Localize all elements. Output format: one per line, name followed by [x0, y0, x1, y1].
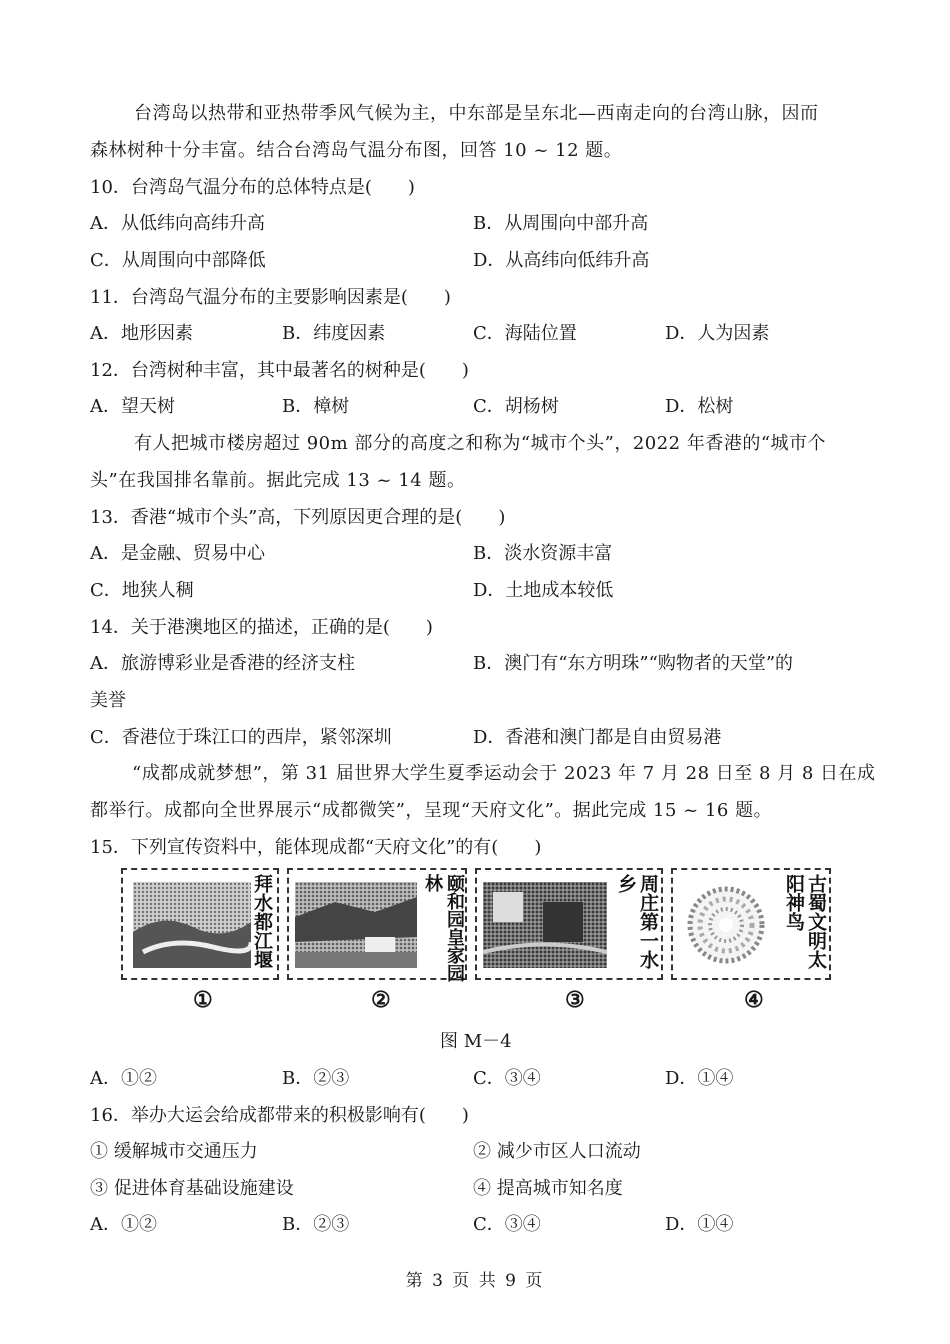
q13-option-a: A．是金融、贸易中心 [90, 543, 265, 564]
q11-stem: 11．台湾岛气温分布的主要影响因素是( ) [90, 287, 451, 308]
q16-statement-1: ① 缓解城市交通压力 [90, 1141, 258, 1162]
intro-13-14-line2: 头”在我国排名靠前。据此完成 13 ~ 14 题。 [90, 470, 466, 491]
intro-10-12-line1: 台湾岛以热带和亚热带季风气候为主，中东部是呈东北—西南走向的台湾山脉，因而 [134, 103, 819, 124]
q16-stem: 16．举办大运会给成都带来的积极影响有( ) [90, 1105, 469, 1126]
q16-statement-3: ③ 促进体育基础设施建设 [90, 1178, 294, 1199]
q15-option-b: B．②③ [282, 1068, 350, 1089]
q13-option-d: D．土地成本较低 [473, 580, 614, 601]
q14-option-a: A．旅游博彩业是香港的经济支柱 [90, 653, 355, 674]
q10-stem: 10．台湾岛气温分布的总体特点是( ) [90, 177, 415, 198]
zhouzhuang-photo [483, 882, 607, 968]
panel-3-number: ③ [565, 987, 585, 1013]
q12-option-c: C．胡杨树 [473, 396, 559, 417]
q12-option-a: A．望天树 [90, 396, 175, 417]
q11-option-d: D．人为因素 [665, 323, 770, 344]
dujiangyan-photo [133, 882, 251, 968]
q15-stem: 15．下列宣传资料中，能体现成都“天府文化”的有( ) [90, 837, 542, 858]
sun-bird-emblem [681, 882, 771, 968]
panel-2-text: 颐和园皇家园林 [422, 874, 465, 982]
q14-option-c: C．香港位于珠江口的西岸，紧邻深圳 [90, 727, 392, 748]
q11-option-b: B．纬度因素 [282, 323, 386, 344]
panel-3-text: 周庄第一水乡 [615, 874, 659, 969]
q16-option-b: B．②③ [282, 1214, 350, 1235]
q13-option-c: C．地狭人稠 [90, 580, 194, 601]
q13-stem: 13．香港“城市个头”高，下列原因更合理的是( ) [90, 507, 506, 528]
q16-option-c: C．③④ [473, 1214, 541, 1235]
q15-option-a: A．①② [90, 1068, 157, 1089]
q10-option-d: D．从高纬向低纬升高 [473, 250, 650, 271]
summer-palace-photo [295, 882, 417, 968]
q14-option-b: B．澳门有“东方明珠”“购物者的天堂”的 [473, 653, 794, 674]
figure-panel-3 [475, 868, 663, 980]
q11-option-a: A．地形因素 [90, 323, 193, 344]
q15-option-c: C．③④ [473, 1068, 541, 1089]
intro-10-12-line2: 森林树种十分丰富。结合台湾岛气温分布图，回答 10 ~ 12 题。 [90, 140, 623, 161]
q11-option-c: C．海陆位置 [473, 323, 577, 344]
intro-15-16-line2: 都举行。成都向全世界展示“成都微笑”，呈现“天府文化”。据此完成 15 ~ 16 题。 [90, 800, 773, 821]
figure-panel-4 [671, 868, 831, 980]
q14-stem: 14．关于港澳地区的描述，正确的是( ) [90, 617, 433, 638]
intro-13-14-line1: 有人把城市楼房超过 90m 部分的高度之和称为“城市个头”，2022 年香港的“城市个 [134, 433, 827, 454]
q12-option-d: D．松树 [665, 396, 734, 417]
figure-panel-2 [287, 868, 467, 980]
q16-option-d: D．①④ [665, 1214, 734, 1235]
page-footer: 第 3 页 共 9 页 [405, 1271, 545, 1291]
q13-option-b: B．淡水资源丰富 [473, 543, 613, 564]
panel-2-number: ② [371, 987, 391, 1013]
q12-option-b: B．樟树 [282, 396, 350, 417]
q16-option-a: A．①② [90, 1214, 157, 1235]
panel-1-text: 拜水都江堰 [251, 874, 273, 969]
panel-4-text: 古蜀文明太阳神鸟 [783, 874, 827, 969]
intro-15-16-line1: “成都成就梦想”，第 31 届世界大学生夏季运动会于 2023 年 7 月 28 日至 8 月 8 日在成 [132, 763, 876, 784]
q14-option-d: D．香港和澳门都是自由贸易港 [473, 727, 722, 748]
figure-caption: 图 M－4 [440, 1031, 512, 1052]
q10-option-c: C．从周围向中部降低 [90, 250, 266, 271]
q10-option-b: B．从周围向中部升高 [473, 213, 649, 234]
panel-1-number: ① [193, 987, 213, 1013]
q12-stem: 12．台湾树种丰富，其中最著名的树种是( ) [90, 360, 469, 381]
figure-panel-1 [121, 868, 279, 980]
q14-option-b-continued: 美誉 [90, 690, 126, 711]
q10-option-a: A．从低纬向高纬升高 [90, 213, 265, 234]
q16-statement-4: ④ 提高城市知名度 [473, 1178, 623, 1199]
q16-statement-2: ② 减少市区人口流动 [473, 1141, 641, 1162]
q15-option-d: D．①④ [665, 1068, 734, 1089]
panel-4-number: ④ [744, 987, 764, 1013]
